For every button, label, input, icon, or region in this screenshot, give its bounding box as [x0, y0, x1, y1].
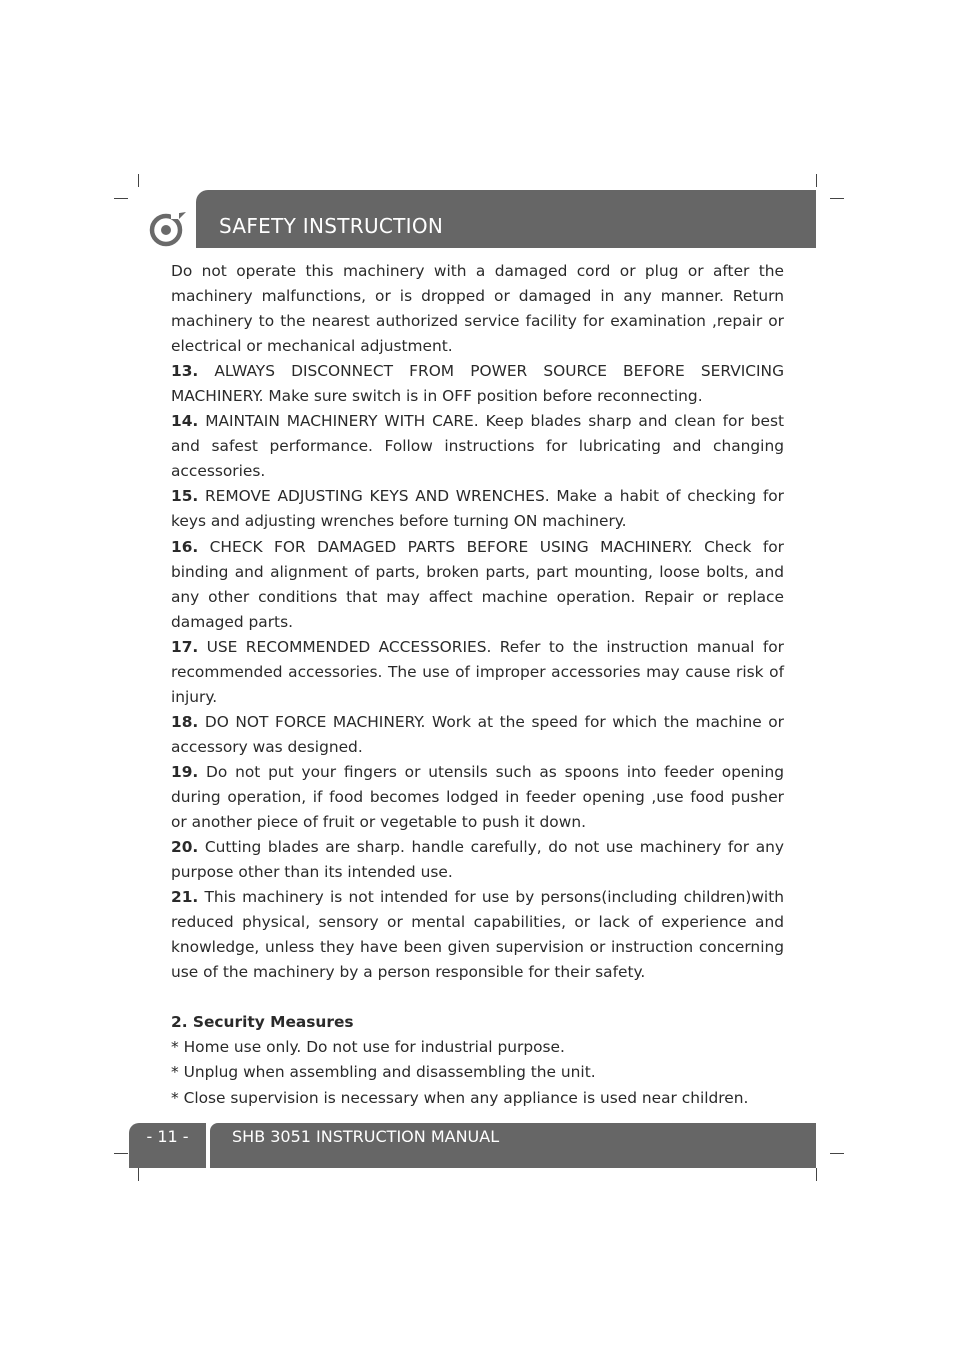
section-header-bar	[196, 190, 816, 248]
crop-mark	[114, 1153, 128, 1154]
item-text: Cutting blades are sharp. handle carefully, do not use machinery for any purpose other than its intended use.	[171, 838, 784, 882]
brand-swirl-logo-icon	[149, 210, 187, 248]
security-bullet: * Close supervision is necessary when any appliance is used near children.	[171, 1088, 749, 1107]
paragraph-spacer	[171, 985, 784, 1010]
item-text: CHECK FOR DAMAGED PARTS BEFORE USING MACHINERY. Check for binding and alignment of parts, broken parts, part mounting, loose bolts, and any other conditions that may affect machine operation. Repair or replace damaged parts.	[171, 537, 784, 631]
item-number: 18.	[171, 712, 199, 731]
section-title: SAFETY INSTRUCTION	[219, 214, 444, 238]
item-number: 17.	[171, 637, 199, 656]
crop-mark	[114, 198, 128, 199]
instruction-item	[171, 835, 784, 885]
instruction-body	[171, 259, 784, 1111]
crop-mark	[830, 198, 844, 199]
item-number: 15.	[171, 487, 199, 506]
item-number: 19.	[171, 762, 199, 781]
instruction-item	[171, 635, 784, 710]
crop-mark	[138, 1168, 139, 1181]
security-heading: 2. Security Measures	[171, 1013, 354, 1032]
instruction-item	[171, 760, 784, 835]
crop-mark	[816, 1168, 817, 1181]
instruction-item	[171, 484, 784, 534]
page-number-box	[129, 1123, 206, 1168]
item-number: 13.	[171, 362, 199, 381]
crop-mark	[138, 174, 139, 187]
instruction-item	[171, 409, 784, 484]
item-number: 20.	[171, 838, 199, 857]
item-text: Do not put your fingers or utensils such as spoons into feeder opening during operation, if food becomes lodged in feeder opening ,use food pusher or another piece of fruit or vegetable to push it down.	[171, 762, 784, 832]
item-number: 14.	[171, 412, 199, 431]
manual-title: SHB 3051 INSTRUCTION MANUAL	[232, 1127, 500, 1146]
crop-mark	[816, 174, 817, 187]
item-number: 21.	[171, 888, 199, 907]
intro-paragraph: Do not operate this machinery with a damaged cord or plug or after the machinery malfunctions, or is dropped or damaged in any manner. Return machinery to the nearest authorized service facility for examination ,repair or electrical or mechanical adjustment.	[171, 262, 784, 356]
item-text: REMOVE ADJUSTING KEYS AND WRENCHES. Make a habit of checking for keys and adjusting wrenches before turning ON machinery.	[171, 487, 784, 531]
item-number: 16.	[171, 537, 199, 556]
security-bullet: * Unplug when assembling and disassembling the unit.	[171, 1063, 596, 1082]
instruction-item	[171, 535, 784, 635]
instruction-item	[171, 885, 784, 985]
crop-mark	[830, 1153, 844, 1154]
item-text: DO NOT FORCE MACHINERY. Work at the speed for which the machine or accessory was designed.	[171, 712, 784, 756]
footer-bar	[210, 1123, 816, 1168]
item-text: ALWAYS DISCONNECT FROM POWER SOURCE BEFORE SERVICING MACHINERY. Make sure switch is in OFF position before reconnecting.	[171, 362, 784, 406]
item-text: This machinery is not intended for use by persons(including children)with reduced physical, sensory or mental capabilities, or lack of experience and knowledge, unless they have been given supervision or instruction concerning use of the machinery by a person responsible for their safety.	[171, 888, 784, 982]
page-number: - 11 -	[146, 1127, 189, 1146]
item-text: USE RECOMMENDED ACCESSORIES. Refer to the instruction manual for recommended accessories. The use of improper accessories may cause risk of injury.	[171, 637, 784, 706]
instruction-item	[171, 710, 784, 760]
instruction-item	[171, 359, 784, 409]
item-text: MAINTAIN MACHINERY WITH CARE. Keep blades sharp and clean for best and safest performance. Follow instructions for lubricating and changing accessories.	[171, 412, 784, 481]
security-bullet: * Home use only. Do not use for industrial purpose.	[171, 1038, 565, 1057]
